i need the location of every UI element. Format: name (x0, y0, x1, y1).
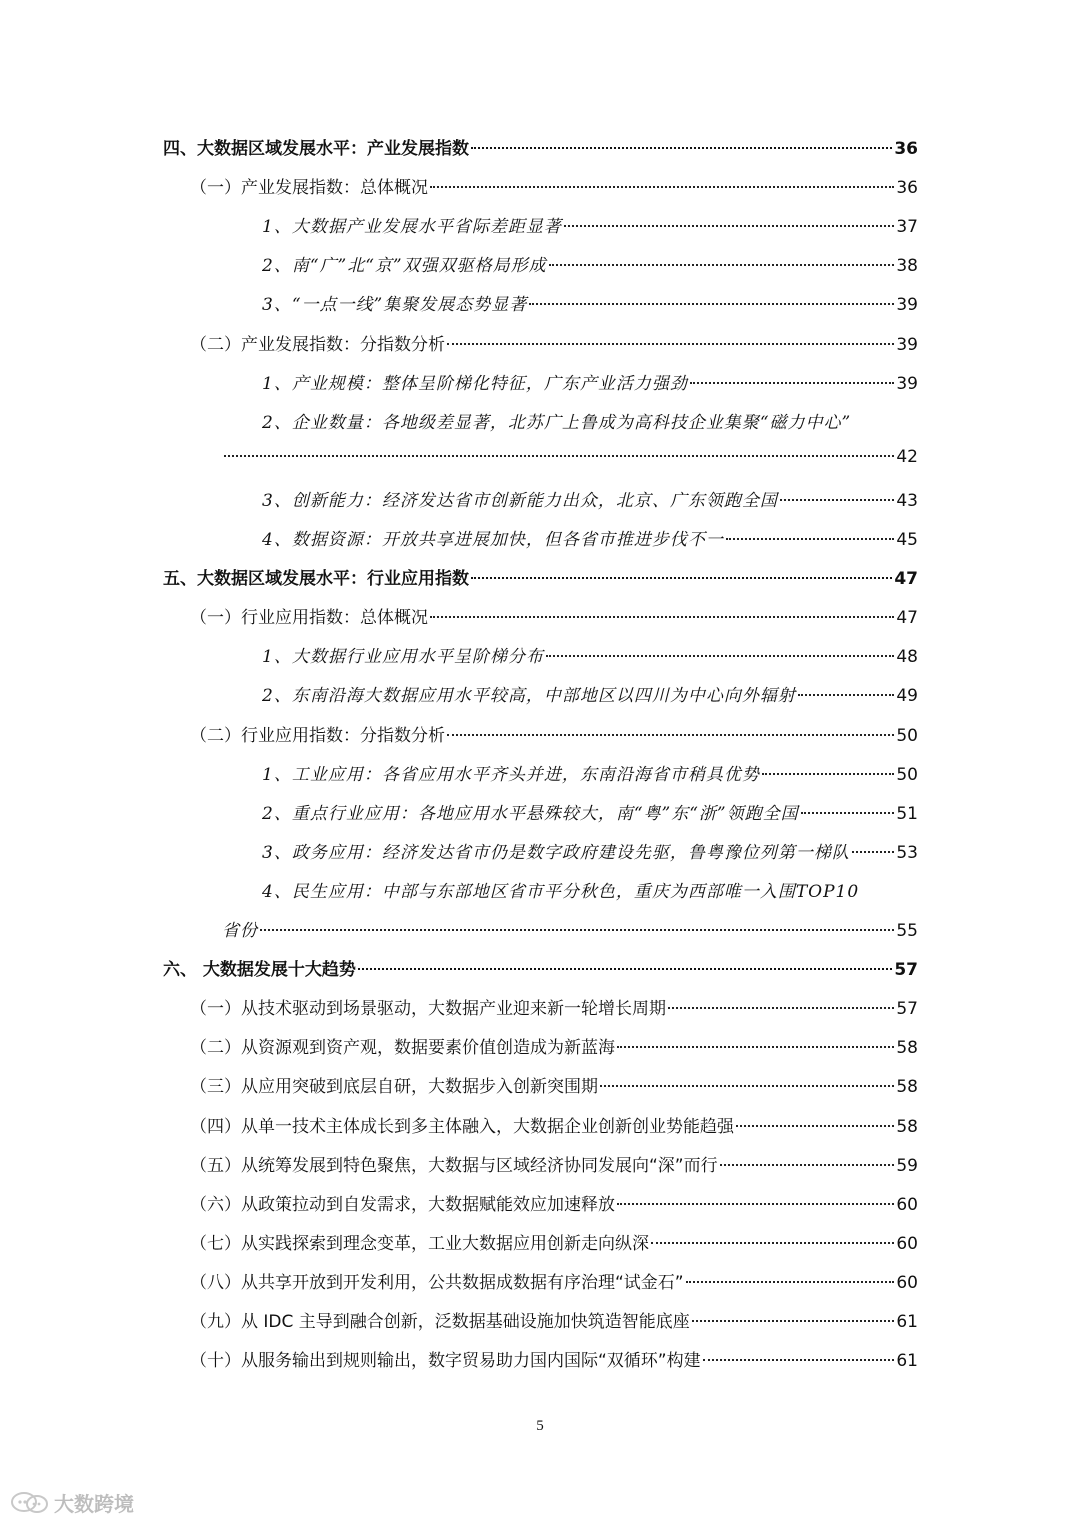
dot-leader (852, 851, 895, 853)
toc-entry-text: 四、大数据区域发展水平：产业发展指数 (163, 139, 469, 159)
toc-entry[interactable] (190, 603, 918, 628)
toc-entry[interactable] (163, 564, 918, 589)
toc-entry-text: （四）从单一技术主体成长到多主体融入，大数据企业创新创业势能趋强 (190, 1116, 734, 1137)
toc-page-number: 36 (896, 178, 918, 199)
toc-entry-text: 3、政务应用：经济发达省市仍是数字政府建设先驱，鲁粤豫位列第一梯队 (262, 842, 850, 863)
dot-leader (668, 1007, 894, 1009)
dot-leader (692, 1320, 895, 1322)
toc-page-number: 47 (894, 569, 918, 590)
toc-entry[interactable] (190, 721, 918, 746)
toc-entry-text: （六）从政策拉动到自发需求，大数据赋能效应加速释放 (190, 1194, 615, 1215)
dot-leader (686, 1281, 895, 1283)
toc-entry-text: 1、大数据行业应用水平呈阶梯分布 (262, 647, 544, 668)
toc-page-number: 39 (896, 334, 918, 355)
dot-leader (358, 968, 892, 970)
toc-entry-text: 1、产业规模：整体呈阶梯化特征，广东产业活力强劲 (262, 373, 688, 394)
dot-leader (736, 1125, 894, 1127)
toc-page-number: 47 (896, 608, 918, 629)
toc-page-number: 43 (896, 490, 918, 511)
toc-entry[interactable] (190, 330, 918, 355)
toc-entry-text: 省份 (222, 921, 258, 941)
toc-page-number: 58 (896, 1038, 918, 1059)
chat-bubble-logo-icon (10, 1490, 50, 1516)
toc-entry-text: （五）从统筹发展到特色聚焦，大数据与区域经济协同发展向“深”而行 (190, 1155, 718, 1176)
toc-page-number: 39 (896, 373, 918, 394)
dot-leader (260, 929, 894, 931)
toc-entry[interactable] (262, 369, 918, 394)
dot-leader (529, 303, 894, 305)
toc-entry[interactable] (190, 1151, 918, 1176)
watermark-text: 大数跨境 (54, 1492, 134, 1516)
toc-page-number: 58 (896, 1116, 918, 1137)
toc-entry[interactable] (262, 838, 918, 863)
toc-entry[interactable] (190, 1268, 918, 1293)
toc-entry[interactable] (190, 1033, 918, 1058)
toc-entry[interactable] (190, 1112, 918, 1137)
toc-entry-text: 2、重点行业应用：各地应用水平悬殊较大，南“粤”东“浙”领跑全国 (262, 803, 799, 824)
toc-page-number: 42 (896, 446, 918, 467)
toc-entry-text: 3、“一点一线”集聚发展态势显著 (262, 295, 528, 316)
dot-leader (564, 225, 895, 227)
toc-entry-text: 1、大数据产业发展水平省际差距显著 (262, 217, 562, 238)
toc-entry-line1: 2、企业数量：各地级差显著，北苏广上鲁成为高科技企业集聚“磁力中心” (262, 412, 852, 433)
toc-page-number: 55 (896, 921, 918, 941)
toc-page-number: 57 (896, 999, 918, 1020)
toc-page-number: 60 (896, 1272, 918, 1293)
toc-entry[interactable] (190, 1229, 918, 1254)
toc-entry[interactable] (190, 994, 918, 1019)
toc-entry-text: （二）从资源观到资产观，数据要素价值创造成为新蓝海 (190, 1038, 615, 1059)
toc-entry-text: 4、数据资源：开放共享进展加快，但各省市推进步伐不一 (262, 530, 724, 550)
toc-page-number: 59 (896, 1155, 918, 1176)
toc-page-number: 61 (896, 1351, 918, 1372)
dot-leader (600, 1085, 894, 1087)
dot-leader (690, 382, 895, 384)
toc-page-number: 37 (896, 217, 918, 238)
toc-entry-text: （二）行业应用指数：分指数分析 (190, 725, 445, 746)
toc-entry[interactable] (190, 173, 918, 198)
toc-entry-text: （三）从应用突破到底层自研，大数据步入创新突围期 (190, 1077, 598, 1098)
toc-entry-text: （八）从共享开放到开发利用，公共数据成数据有序治理“试金石” (190, 1272, 684, 1293)
dot-leader (762, 773, 895, 775)
toc-entry[interactable] (190, 1346, 918, 1371)
toc-entry[interactable] (262, 642, 918, 667)
toc-entry[interactable] (190, 1190, 918, 1215)
dot-leader (617, 1046, 894, 1048)
toc-entry-text: （十）从服务输出到规则输出，数字贸易助力国内国际“双循环”构建 (190, 1351, 701, 1372)
dot-leader (720, 1164, 895, 1166)
toc-page-number: 50 (896, 764, 918, 785)
toc-page-number: 39 (896, 295, 918, 316)
dot-leader (617, 1203, 894, 1205)
toc-entry[interactable] (163, 134, 918, 159)
dot-leader (430, 186, 894, 188)
watermark (10, 1488, 134, 1517)
toc-page-number: 53 (896, 842, 918, 863)
toc-page-number: 50 (896, 725, 918, 746)
dot-leader (224, 455, 894, 457)
toc-page-number: 60 (896, 1233, 918, 1254)
dot-leader (471, 577, 892, 579)
dot-leader (447, 734, 894, 736)
toc-entry[interactable] (190, 1307, 918, 1332)
toc-entry[interactable] (262, 799, 918, 824)
toc-entry[interactable] (163, 955, 918, 980)
toc-page-number: 48 (896, 647, 918, 668)
toc-page-number: 36 (894, 139, 918, 159)
toc-page-number: 49 (896, 686, 918, 707)
toc-entry-text: （一）行业应用指数：总体概况 (190, 608, 428, 629)
dot-leader (801, 812, 895, 814)
toc-entry-text: （九）从 IDC 主导到融合创新，泛数据基础设施加快筑造智能底座 (190, 1312, 690, 1332)
dot-leader (726, 538, 895, 540)
toc-entry[interactable] (262, 486, 918, 511)
toc-entry-text: 五、大数据区域发展水平：行业应用指数 (163, 569, 469, 590)
toc-page-number: 60 (896, 1194, 918, 1215)
dot-leader (780, 499, 895, 501)
toc-entry-text: （一）产业发展指数：总体概况 (190, 178, 428, 199)
toc-entry[interactable] (262, 681, 918, 706)
dot-leader (651, 1242, 894, 1244)
toc-entry[interactable] (222, 916, 918, 941)
dot-leader (703, 1359, 895, 1361)
dot-leader (447, 343, 894, 345)
toc-entry[interactable] (262, 212, 918, 237)
toc-entry[interactable] (190, 1072, 918, 1097)
toc-entry-text: 2、东南沿海大数据应用水平较高，中部地区以四川为中心向外辐射 (262, 686, 796, 707)
toc-page-number: 51 (896, 803, 918, 824)
toc-entry[interactable] (262, 290, 918, 315)
toc-entry[interactable] (262, 760, 918, 785)
toc-entry-text: 2、南“广”北“京”双强双驱格局形成 (262, 256, 547, 277)
toc-page-number: 45 (896, 530, 918, 550)
dot-leader (546, 655, 895, 657)
toc-entry-text: （七）从实践探索到理念变革，工业大数据应用创新走向纵深 (190, 1233, 649, 1254)
toc-entry-line1: 4、民生应用：中部与东部地区省市平分秋色，重庆为西部唯一入围TOP10 (262, 881, 860, 902)
toc-page-number: 57 (894, 960, 918, 981)
dot-leader (471, 147, 892, 149)
toc-entry[interactable] (222, 447, 918, 467)
toc-entry-text: 3、创新能力：经济发达省市创新能力出众，北京、广东领跑全国 (262, 490, 778, 511)
toc-entry-text: （二）产业发展指数：分指数分析 (190, 334, 445, 355)
toc-entry[interactable] (262, 251, 918, 276)
page-number: 5 (536, 1418, 544, 1434)
toc-page-number: 58 (896, 1077, 918, 1098)
toc-entry-text: 1、工业应用：各省应用水平齐头并进，东南沿海省市稍具优势 (262, 764, 760, 785)
toc-page-number: 61 (896, 1312, 918, 1332)
dot-leader (798, 694, 895, 696)
dot-leader (430, 616, 894, 618)
toc-page-number: 38 (896, 256, 918, 277)
dot-leader (549, 264, 895, 266)
toc-entry-text: 六、 大数据发展十大趋势 (163, 960, 356, 981)
toc-entry[interactable] (262, 525, 918, 550)
toc-entry-text: （一）从技术驱动到场景驱动，大数据产业迎来新一轮增长周期 (190, 999, 666, 1020)
